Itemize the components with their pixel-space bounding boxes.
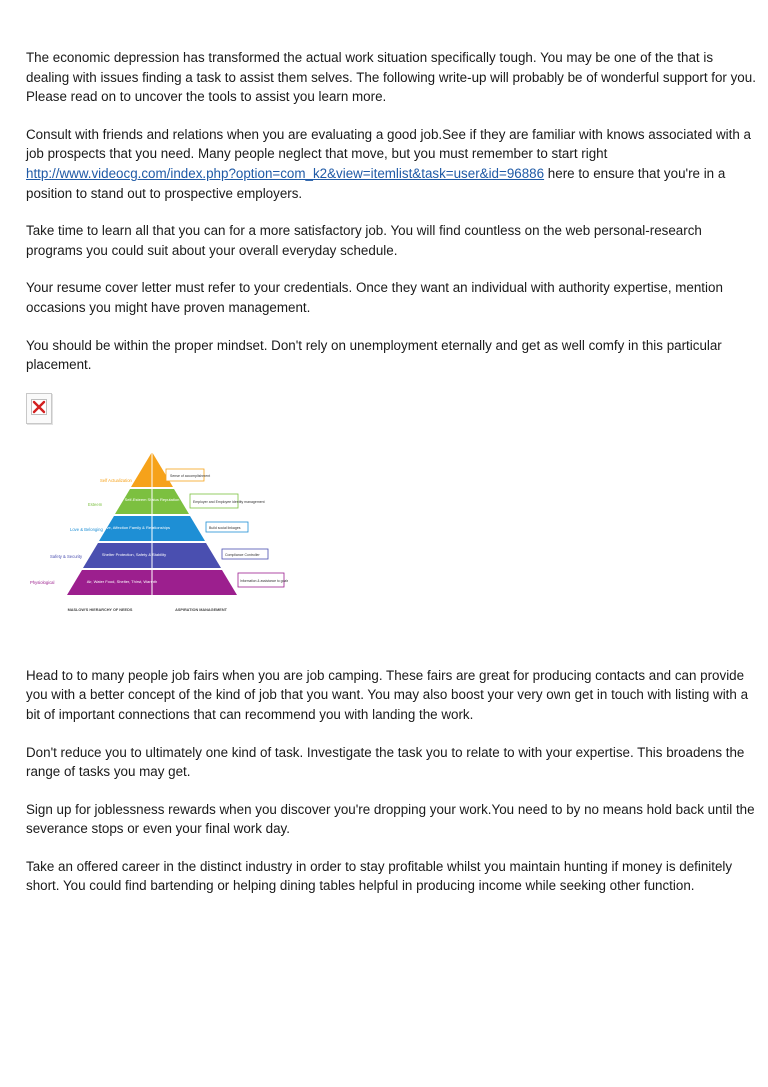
right-box-3: Build social linkages <box>209 525 241 530</box>
left-label-3: Love & Belonging <box>70 526 103 532</box>
paragraph-8: Sign up for joblessness rewards when you discover you're dropping your work.You need to by no means hold back until the severance stops or even your final work day. <box>26 801 755 837</box>
left-label-5: Physiological <box>30 579 55 585</box>
paragraph-3: Take time to learn all that you can for a more satisfactory job. You will find countless on the web personal-research programs you could suit about your overall everyday schedule. <box>26 223 702 258</box>
level-label-5: Air, Water Food, Shelter, Thirst, Warmth <box>86 578 158 584</box>
paragraph-1: The economic depression has transformed the actual work situation specifically tough. You may be one of the that is dealing with issues finding a task to assist them selves. The following write-up will probably be of wonderful support for you. Please read on to uncover the tools to assist you learn more. <box>26 50 756 105</box>
paragraph-4: Your resume cover letter must refer to your credentials. Once they want an individual with authority expertise, mention occasions you might have proven management. <box>26 280 723 315</box>
maslow-pyramid-figure <box>26 442 288 636</box>
paragraph-7: Don't reduce you to ultimately one kind of task. Investigate the task you to relate to with your expertise. This broadens the range of tasks you may get. <box>26 744 745 780</box>
paragraph-5: You should be within the proper mindset. Don't rely on unemployment eternally and get as well comfy in this particular placement. <box>26 337 722 373</box>
paragraph-2-text-after: here to ensure that you're in a position to stand out to prospective employers. <box>26 165 726 201</box>
footer-right-label: ASPIRATION MANAGEMENT <box>175 607 227 612</box>
right-box-2: Employer and Employee identity management <box>193 499 265 504</box>
paragraph-9: Take an offered career in the distinct industry in order to stay profitable whilst you maintain hunting if money is definitely short. You could find bartending or helping dining tables helpful in producing income while seeking other function. <box>26 858 733 894</box>
left-label-2: Esteem <box>88 501 103 507</box>
broken-image-icon <box>26 393 52 424</box>
right-box-5: Information & assistance to goals <box>240 578 288 583</box>
right-box-1: Sense of accomplishment <box>170 473 211 478</box>
left-label-4: Safety & Security <box>50 553 83 559</box>
footer-left-label: MASLOW'S HIERARCHY OF NEEDS <box>67 607 133 612</box>
paragraph-6: Head to to many people job fairs when you are job camping. These fairs are great for producing contacts and can provide you with a better concept of the kind of job that you want. You may also boost your very own get in touch with listing with a bit of important connections that can recommend you with landing the work. <box>26 667 749 722</box>
level-label-4: Shelter Protection, Safety & Stability <box>101 551 167 557</box>
external-link[interactable]: http://www.videocg.com/index.php?option=com_k2&view=itemlist&task=user&id=96886 <box>26 165 545 181</box>
document-page <box>26 48 756 914</box>
right-box-4: Compliance Controller <box>225 552 260 557</box>
level-label-2: Self-Esteem Status Reputation <box>124 496 180 502</box>
left-label-1: Self Actualization <box>100 477 132 483</box>
paragraph-2-text-before: Consult with friends and relations when you are evaluating a good job.See if they are familiar with knows associated with a job prospects that you need. Many people neglect that move, but you must remember to start right <box>26 126 751 162</box>
paragraph-2 <box>26 125 756 203</box>
bottom-paragraphs <box>26 666 756 896</box>
level-label-3: Love, Affection Family & Relationships <box>102 524 170 530</box>
